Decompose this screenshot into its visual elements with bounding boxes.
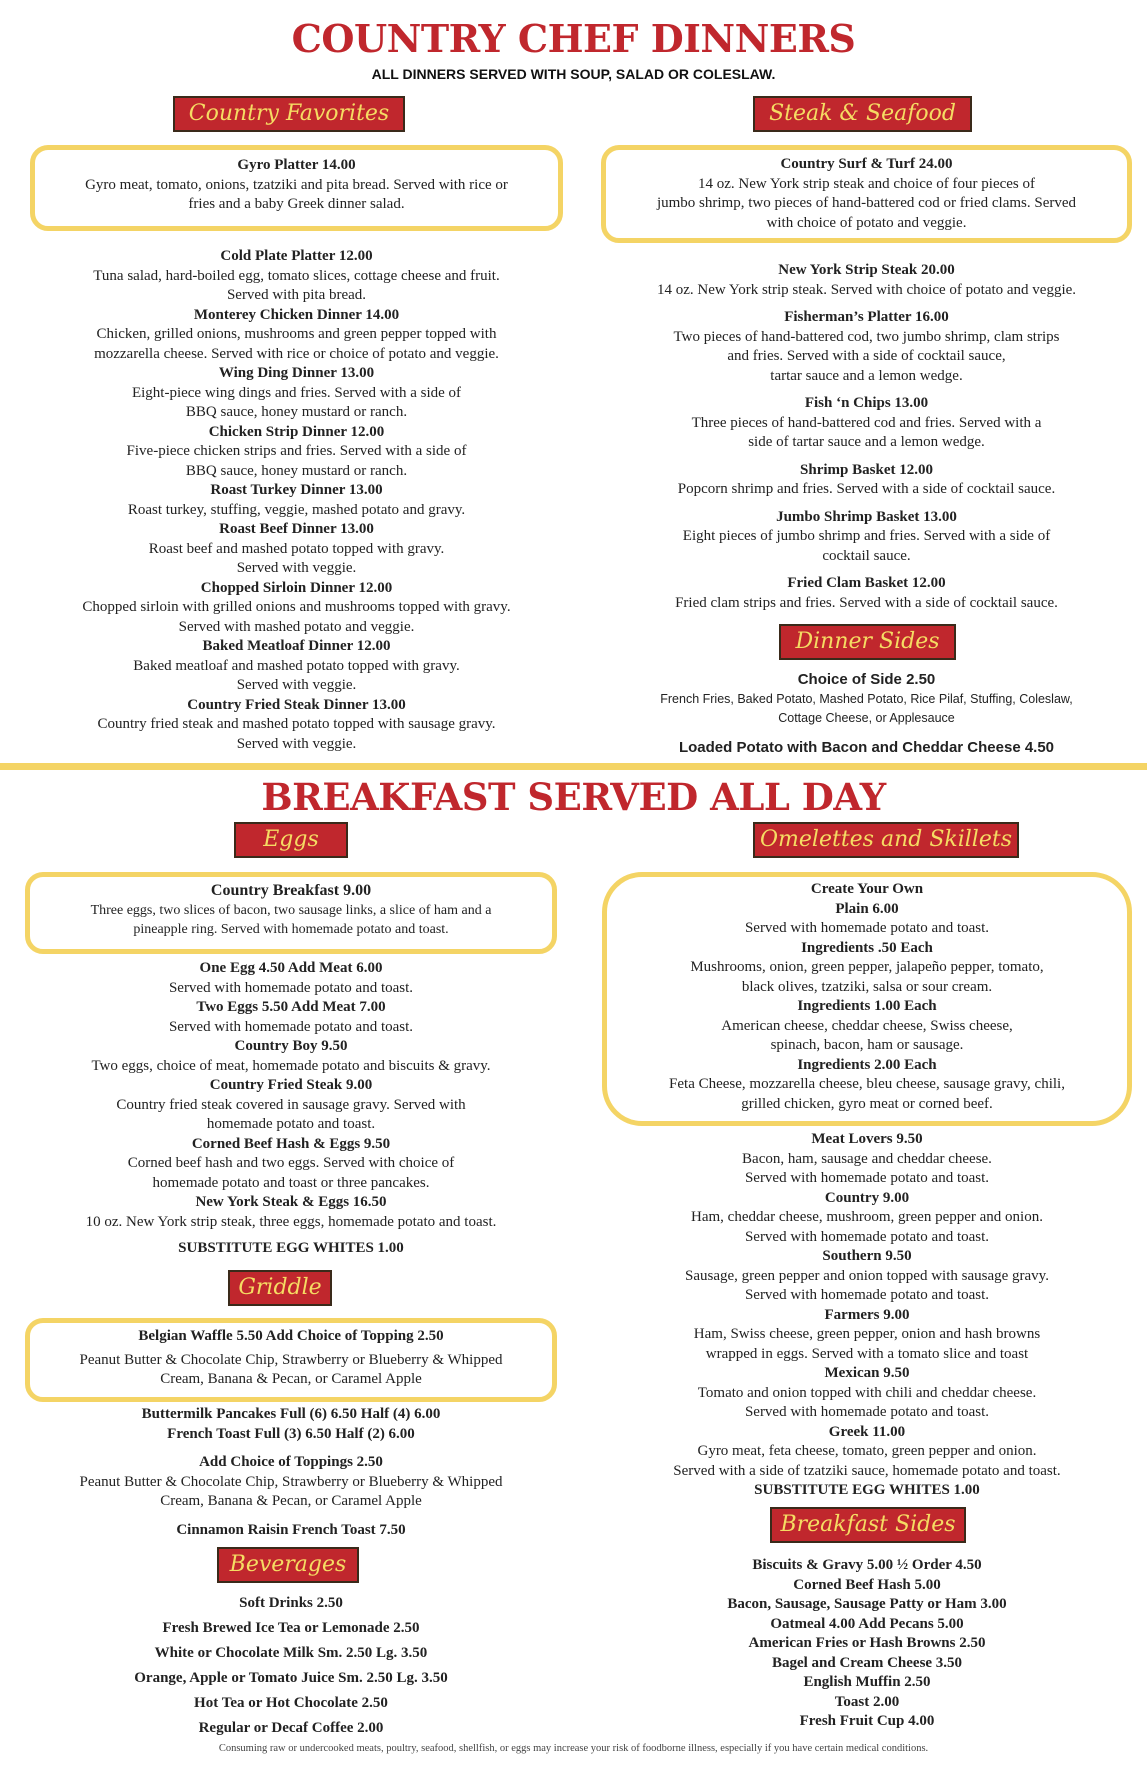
item-desc: Served with mashed potato and veggie. — [178, 618, 415, 635]
griddle-heading: Griddle — [228, 1270, 332, 1306]
menu-item — [30, 247, 563, 306]
dinners-title: COUNTRY CHEF DINNERS — [291, 16, 856, 61]
item-desc: Baked meatloaf and mashed potato topped with gravy. — [133, 657, 460, 674]
item-desc: mozzarella cheese. Served with rice or choice of potato and veggie. — [94, 345, 499, 362]
item-desc: Served with homemade potato and toast. — [168, 1018, 414, 1035]
item-desc: Fried clam strips and fries. Served with a side of cocktail sauce. — [675, 594, 1058, 611]
item-name: Fisherman’s Platter 16.00 — [784, 309, 949, 325]
item-desc: Five-piece chicken strips and fries. Served with a side of — [126, 443, 467, 459]
menu-item — [602, 1306, 1132, 1365]
item-name: Country Surf & Turf 24.00 — [780, 156, 953, 172]
menu-item — [30, 696, 563, 755]
menu-item — [602, 1247, 1132, 1306]
menu-item — [30, 364, 563, 423]
item-desc: Served with veggie. — [236, 677, 357, 693]
beverages-list — [25, 1591, 557, 1741]
item-desc: Chicken, grilled onions, mushrooms and green pepper topped with — [96, 326, 497, 342]
side-item: Fresh Fruit Cup 4.00 — [799, 1713, 935, 1729]
item-desc: Cream, Banana & Pecan, or Caramel Apple — [160, 1371, 422, 1387]
item-desc: Served with homemade potato and toast. — [168, 979, 414, 996]
side-item: Biscuits & Gravy 5.00 ½ Order 4.50 — [752, 1557, 982, 1573]
item-desc: Ham, cheddar cheese, mushroom, green pepper and onion. — [691, 1209, 1043, 1225]
item-name: Chopped Sirloin Dinner 12.00 — [200, 579, 393, 596]
country-breakfast — [30, 881, 552, 940]
item-name: New York Strip Steak 20.00 — [778, 262, 955, 278]
item-desc: Country fried steak and mashed potato topped with sausage gravy. — [97, 716, 496, 732]
toppings-title: Add Choice of Toppings 2.50 — [199, 1454, 383, 1470]
item-name: Country Fried Steak Dinner 13.00 — [187, 696, 406, 713]
item-desc: homemade potato and toast. — [206, 1116, 376, 1132]
item-desc: Corned beef hash and two eggs. Served with choice of — [127, 1155, 455, 1171]
item-desc: Roast beef and mashed potato topped with gravy. — [148, 540, 445, 557]
breakfast-title: BREAKFAST SERVED ALL DAY — [261, 775, 886, 819]
item-desc: cocktail sauce. — [822, 547, 911, 564]
item-desc: with choice of potato and veggie. — [766, 214, 967, 231]
ingredients-100-title: Ingredients 1.00 Each — [797, 998, 937, 1014]
item-name: Baked Meatloaf Dinner 12.00 — [202, 638, 391, 654]
menu-item — [602, 1189, 1132, 1248]
item-name: Roast Turkey Dinner 13.00 — [210, 482, 383, 498]
dinner-sides — [601, 670, 1132, 758]
menu-item — [25, 1135, 557, 1194]
item-desc: Gyro meat, feta cheese, tomato, green pepper and onion. — [697, 1443, 1037, 1459]
item-desc: wrapped in eggs. Served with a tomato slice and toast — [705, 1345, 1029, 1362]
country-favorites-list — [30, 247, 563, 754]
item-desc: Three eggs, two slices of bacon, two sausage links, a slice of ham and a — [90, 902, 492, 918]
menu-item — [30, 520, 563, 579]
item-desc: tartar sauce and a lemon wedge. — [770, 367, 963, 384]
eggs-list — [25, 959, 557, 1259]
menu-item — [601, 261, 1132, 300]
gyro-platter — [35, 156, 558, 215]
menu-item — [30, 637, 563, 696]
ingredients-100: spinach, bacon, ham or sausage. — [770, 1037, 964, 1053]
menu-item — [601, 508, 1132, 567]
pancakes: Buttermilk Pancakes Full (6) 6.50 Half (4) 6.00 — [141, 1406, 441, 1422]
item-desc: Served with homemade potato and toast. — [744, 1404, 990, 1420]
menu-item — [601, 394, 1132, 453]
side-options: Cottage Cheese, or Applesauce — [778, 711, 955, 725]
cinnamon-raisin: Cinnamon Raisin French Toast 7.50 — [176, 1521, 406, 1538]
griddle-list — [25, 1405, 557, 1540]
item-desc: Served with homemade potato and toast. — [744, 1170, 990, 1186]
toppings: Peanut Butter & Chocolate Chip, Strawberry or Blueberry & Whipped — [79, 1473, 503, 1490]
omelettes-heading: Omelettes and Skillets — [753, 822, 1019, 858]
item-desc: Sausage, green pepper and onion topped with sausage gravy. — [685, 1267, 1049, 1284]
item-name: Corned Beef Hash & Eggs 9.50 — [191, 1135, 391, 1152]
side-item: American Fries or Hash Browns 2.50 — [748, 1635, 986, 1651]
menu-item — [601, 308, 1132, 386]
item-desc: Tuna salad, hard-boiled egg, tomato slices, cottage cheese and fruit. — [93, 267, 500, 284]
item-name: Chicken Strip Dinner 12.00 — [208, 423, 385, 440]
toppings: Cream, Banana & Pecan, or Caramel Apple — [160, 1493, 422, 1509]
food-safety-notice: Consuming raw or undercooked meats, poultry, seafood, shellfish, or eggs may increase your risk of foodborne illness, especially if you have certain medical conditions. — [218, 1743, 929, 1754]
menu-item — [25, 959, 557, 998]
menu-item — [30, 423, 563, 482]
loaded-potato: Loaded Potato with Bacon and Cheddar Cheese 4.50 — [678, 739, 1055, 756]
item-desc: Served with a side of tzatziki sauce, homemade potato and toast. — [673, 1462, 1061, 1479]
item-desc: Served with veggie. — [236, 735, 357, 752]
menu-item — [601, 461, 1132, 500]
item-desc: BBQ sauce, honey mustard or ranch. — [185, 462, 408, 479]
item-desc: BBQ sauce, honey mustard or ranch. — [185, 404, 408, 420]
item-desc: Served with pita bread. — [226, 287, 367, 303]
item-desc: 10 oz. New York strip steak, three eggs, homemade potato and toast. — [85, 1213, 497, 1230]
item-name: New York Steak & Eggs 16.50 — [195, 1194, 387, 1210]
item-desc: Gyro meat, tomato, onions, tzatziki and pita bread. Served with rice or — [85, 176, 508, 193]
menu-item — [602, 1364, 1132, 1423]
menu-item — [602, 1423, 1132, 1482]
beverages-heading: Beverages — [217, 1547, 359, 1583]
ingredients-200: grilled chicken, gyro meat or corned beef. — [741, 1095, 993, 1112]
belgian-waffle — [30, 1327, 552, 1390]
steak-seafood-heading: Steak & Seafood — [753, 96, 972, 132]
section-divider — [0, 763, 1147, 770]
ingredients-50-title: Ingredients .50 Each — [801, 939, 933, 956]
item-name: Country Boy 9.50 — [234, 1038, 348, 1054]
item-name: Cold Plate Platter 12.00 — [220, 248, 373, 264]
item-name: Gyro Platter 14.00 — [237, 157, 356, 173]
create-title: Create Your Own — [810, 881, 924, 897]
country-favorites-heading: Country Favorites — [173, 96, 405, 132]
menu-item — [602, 1130, 1132, 1189]
item-name: Country 9.00 — [824, 1189, 910, 1206]
item-desc: Country fried steak covered in sausage gravy. Served with — [116, 1096, 466, 1113]
menu-item — [30, 579, 563, 638]
item-desc: Bacon, ham, sausage and cheddar cheese. — [742, 1150, 992, 1167]
side-item: Bagel and Cream Cheese 3.50 — [771, 1654, 963, 1671]
side-item: Oatmeal 4.00 Add Pecans 5.00 — [770, 1615, 964, 1632]
menu-item — [601, 574, 1132, 613]
plain-price: Plain 6.00 — [835, 900, 899, 917]
item-desc: Eight pieces of jumbo shrimp and fries. Served with a side of — [682, 528, 1051, 544]
item-desc: 14 oz. New York strip steak. Served with choice of potato and veggie. — [656, 281, 1077, 298]
item-desc: Roast turkey, stuffing, veggie, mashed potato and gravy. — [127, 501, 466, 518]
item-name: Shrimp Basket 12.00 — [800, 461, 933, 478]
item-desc: Served with homemade potato and toast. — [744, 1228, 990, 1245]
item-name: Two Eggs 5.50 Add Meat 7.00 — [196, 999, 386, 1015]
item-name: Wing Ding Dinner 13.00 — [218, 365, 375, 381]
side-item: Toast 2.00 — [834, 1693, 900, 1710]
item-desc: side of tartar sauce and a lemon wedge. — [748, 434, 985, 450]
item-name: Fish ‘n Chips 13.00 — [804, 395, 929, 411]
side-item: English Muffin 2.50 — [803, 1674, 931, 1690]
french-toast: French Toast Full (3) 6.50 Half (2) 6.00 — [167, 1425, 415, 1442]
item-desc: and fries. Served with a side of cocktail sauce, — [727, 348, 1006, 364]
menu-item — [25, 1037, 557, 1076]
omelettes-list — [602, 1130, 1132, 1501]
substitute-egg-whites: SUBSTITUTE EGG WHITES 1.00 — [178, 1240, 404, 1256]
item-desc: Served with homemade potato and toast. — [744, 1287, 990, 1303]
beverage-item: Orange, Apple or Tomato Juice Sm. 2.50 Lg. 3.50 — [134, 1670, 448, 1686]
eggs-heading: Eggs — [234, 822, 348, 858]
beverage-item: Hot Tea or Hot Chocolate 2.50 — [194, 1695, 388, 1711]
item-desc: Two pieces of hand-battered cod, two jumbo shrimp, clam strips — [673, 328, 1060, 345]
ingredients-50: black olives, tzatziki, salsa or sour cream. — [741, 978, 993, 995]
item-name: Roast Beef Dinner 13.00 — [219, 521, 374, 537]
beverage-item: Regular or Decaf Coffee 2.00 — [198, 1720, 384, 1736]
side-item: Corned Beef Hash 5.00 — [793, 1576, 941, 1593]
item-name: Southern 9.50 — [822, 1248, 912, 1264]
item-desc: homemade potato and toast or three pancakes. — [152, 1174, 430, 1191]
item-desc: Served with veggie. — [236, 560, 357, 576]
side-options: French Fries, Baked Potato, Mashed Potato, Rice Pilaf, Stuffing, Coleslaw, — [660, 692, 1073, 706]
beverage-item: Fresh Brewed Ice Tea or Lemonade 2.50 — [162, 1620, 420, 1636]
item-name: Monterey Chicken Dinner 14.00 — [193, 306, 400, 323]
item-name: Mexican 9.50 — [824, 1365, 910, 1381]
item-desc: Ham, Swiss cheese, green pepper, onion and hash browns — [693, 1326, 1041, 1342]
item-name: Belgian Waffle 5.50 Add Choice of Topping 2.50 — [138, 1328, 444, 1344]
item-name: Jumbo Shrimp Basket 13.00 — [776, 508, 957, 525]
menu-item — [30, 306, 563, 365]
substitute-egg-whites: SUBSTITUTE EGG WHITES 1.00 — [754, 1482, 980, 1498]
breakfast-sides-list — [602, 1556, 1132, 1732]
item-name: Farmers 9.00 — [824, 1306, 910, 1323]
item-name: Country Fried Steak 9.00 — [209, 1077, 373, 1093]
steak-seafood-list — [601, 261, 1132, 613]
item-desc: 14 oz. New York strip steak and choice of four pieces of — [698, 175, 1035, 192]
breakfast-sides-heading: Breakfast Sides — [770, 1507, 966, 1543]
surf-turf — [606, 155, 1127, 233]
beverage-item: Soft Drinks 2.50 — [239, 1595, 343, 1611]
side-choice: Choice of Side 2.50 — [797, 671, 936, 688]
item-desc: Two eggs, choice of meat, homemade potato and biscuits & gravy. — [91, 1057, 491, 1074]
item-name: One Egg 4.50 Add Meat 6.00 — [199, 960, 383, 976]
item-desc: Three pieces of hand-battered cod and fries. Served with a — [691, 414, 1042, 431]
ingredients-100: American cheese, cheddar cheese, Swiss cheese, — [721, 1017, 1013, 1034]
dinner-sides-heading: Dinner Sides — [779, 624, 956, 660]
menu-item — [25, 1076, 557, 1135]
ingredients-50: Mushrooms, onion, green pepper, jalapeño pepper, tomato, — [690, 959, 1044, 975]
side-item: Bacon, Sausage, Sausage Patty or Ham 3.00 — [727, 1596, 1007, 1612]
ingredients-200: Feta Cheese, mozzarella cheese, bleu cheese, sausage gravy, chili, — [669, 1076, 1065, 1092]
item-name: Greek 11.00 — [828, 1423, 906, 1440]
item-desc: Tomato and onion topped with chili and cheddar cheese. — [697, 1384, 1037, 1401]
item-desc: Chopped sirloin with grilled onions and mushrooms topped with gravy. — [82, 599, 511, 615]
menu-item — [25, 998, 557, 1037]
item-desc: fries and a baby Greek dinner salad. — [188, 196, 405, 212]
plain-desc: Served with homemade potato and toast. — [744, 920, 990, 936]
item-name: Fried Clam Basket 12.00 — [787, 575, 946, 591]
item-name: Country Breakfast 9.00 — [210, 882, 372, 899]
item-name: Meat Lovers 9.50 — [811, 1131, 923, 1147]
item-desc: pineapple ring. Served with homemade potato and toast. — [133, 922, 449, 937]
item-desc: Peanut Butter & Chocolate Chip, Strawberry or Blueberry & Whipped — [79, 1351, 503, 1368]
item-desc: jumbo shrimp, two pieces of hand-battered cod or fried clams. Served — [656, 195, 1077, 211]
item-desc: Eight-piece wing dings and fries. Served with a side of — [131, 384, 462, 401]
ingredients-200-title: Ingredients 2.00 Each — [797, 1056, 937, 1073]
dinners-subtitle: ALL DINNERS SERVED WITH SOUP, SALAD OR COLESLAW. — [371, 66, 776, 82]
menu-item — [30, 481, 563, 520]
item-desc: Popcorn shrimp and fries. Served with a side of cocktail sauce. — [677, 481, 1056, 497]
beverage-item: White or Chocolate Milk Sm. 2.50 Lg. 3.50 — [154, 1645, 428, 1661]
create-your-own — [607, 880, 1127, 1114]
menu-item — [25, 1193, 557, 1232]
